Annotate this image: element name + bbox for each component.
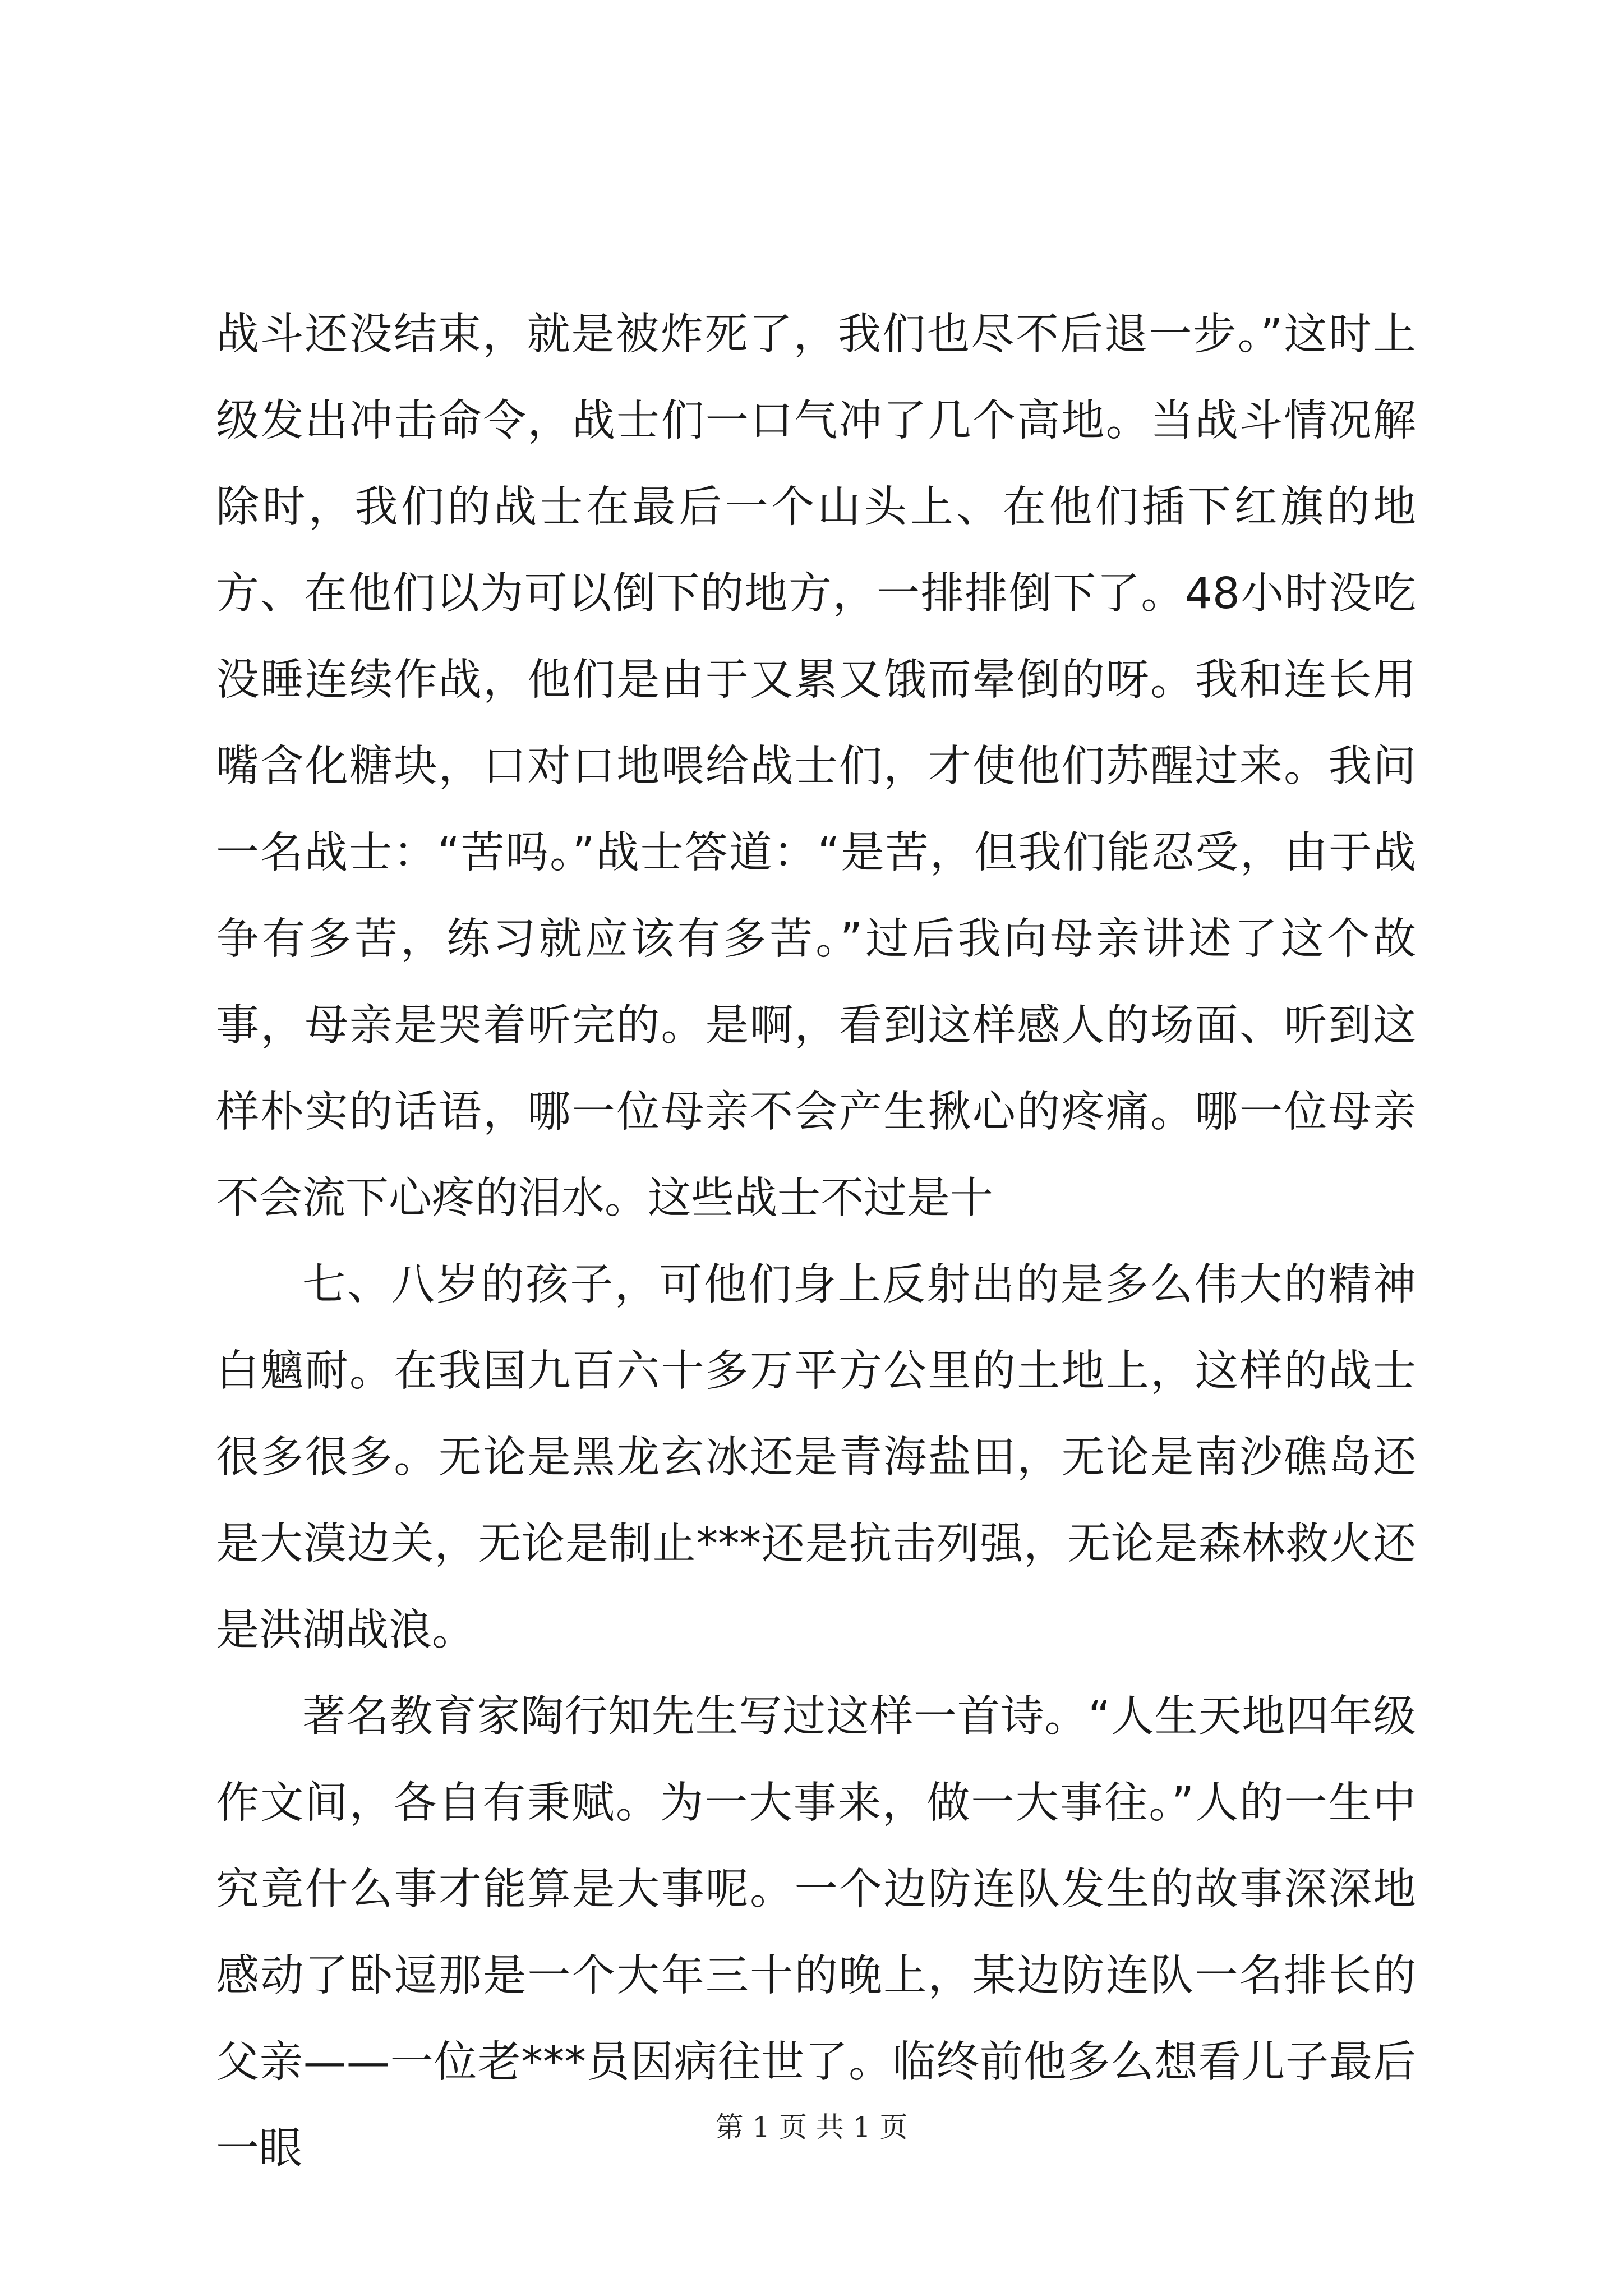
paragraph-3: 著名教育家陶行知先生写过这样一首诗。“人生天地四年级作文间，各自有秉赋。为一大事来，做一大事往。”人的一生中究竟什么事才能算是大事呢。一个边防连队发生的故事深深地感动了卧逗那是一个大年三十的晚上，某边防连队一名排长的父亲——一位老***员因病往世了。临终前他多么想看儿子最后一眼 <box>216 1692 1416 2174</box>
page-footer: 第 1 页 共 1 页 <box>715 2111 908 2143</box>
paragraph-1: 战斗还没结束，就是被炸死了，我们也尽不后退一步。”这时上级发出冲击命令，战士们一口气冲了几个高地。当战斗情况解除时，我们的战士在最后一个山头上、在他们插下红旗的地方、在他们以为可以倒下的地方，一排排倒下了。48小时没吃没睡连续作战，他们是由于又累又饿而晕倒的呀。我和连长用嘴含化糖块，口对口地喂给战士们，才使他们苏醒过来。我问一名战士：“苦吗。”战士答道：“是苦，但我们能忍受，由于战争有多苦，练习就应该有多苦。”过后我向母亲讲述了这个故事，母亲是哭着听完的。是啊，看到这样感人的场面、听到这样朴实的话语，哪一位母亲不会产生揪心的疼痛。哪一位母亲不会流下心疼的泪水。这些战士不过是十 <box>216 310 1416 1223</box>
paragraph-2: 七、八岁的孩子，可他们身上反射出的是多么伟大的精神白魑耐。在我国九百六十多万平方公里的土地上，这样的战士很多很多。无论是黑龙玄冰还是青海盐田，无论是南沙礁岛还是大漠边关，无论是制止***还是抗击列强，无论是森林救火还是洪湖战浪。 <box>216 1260 1416 1655</box>
document-body <box>216 292 1416 2192</box>
